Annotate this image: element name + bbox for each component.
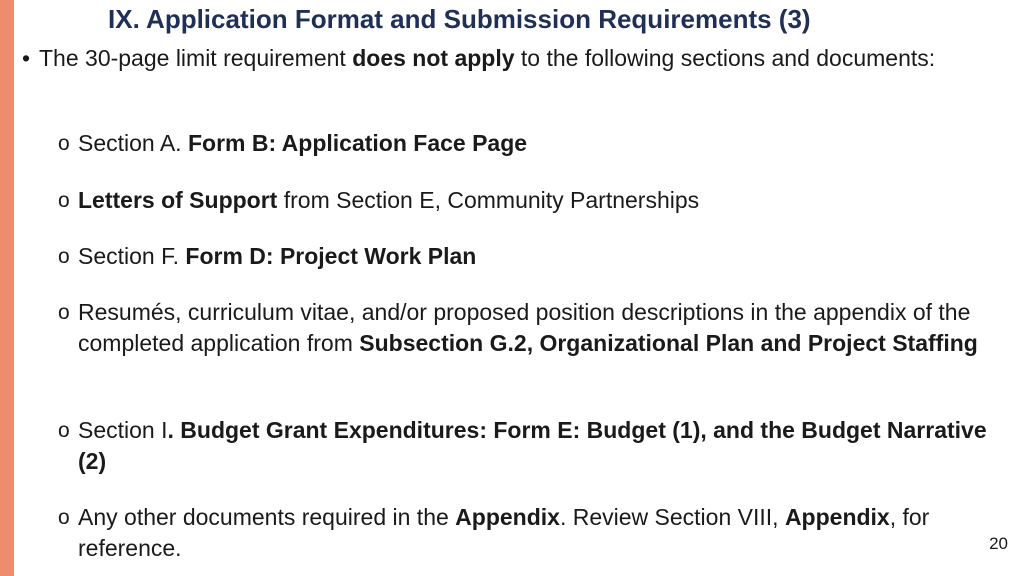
text-bold: . Budget Grant Expenditures: Form E: Budget (1), and the Budget Narrative (2): [78, 417, 987, 474]
list-item-form-b: [58, 128, 1008, 159]
text-bold: Form D: Project Work Plan: [185, 243, 477, 269]
text-part: Section F.: [78, 243, 186, 269]
page-number: 20: [989, 534, 1008, 553]
list-item-text: [78, 128, 1008, 159]
text-bold: Appendix: [784, 504, 890, 530]
slide-title: IX. Application Format and Submission Requirements (3): [108, 4, 811, 34]
circle-bullet-icon: o: [58, 506, 70, 529]
circle-bullet-icon: o: [58, 419, 70, 442]
list-item-text: [78, 415, 1008, 477]
text-part: Any other documents required in the: [78, 504, 456, 530]
text-part: Resumés, curriculum vitae, and/or proposed position descriptions in the appendix of the completed application from: [78, 299, 971, 356]
intro-text-start: The 30-page limit requirement: [39, 45, 353, 71]
text-part: , for reference.: [78, 504, 930, 561]
list-item-text: [78, 185, 1008, 216]
circle-bullet-icon: o: [58, 245, 70, 268]
intro-text: [39, 43, 935, 73]
list-item-resumes: [58, 297, 1008, 359]
text-part: Section I: [78, 417, 168, 443]
text-bold: Subsection G.2, Organizational Plan and Project Staffing: [359, 330, 978, 356]
intro-emphasis: does not apply: [352, 45, 515, 71]
list-item-letters-of-support: [58, 185, 1008, 216]
intro-text-end: to the following sections and documents:: [514, 45, 936, 71]
text-bold: Appendix: [455, 504, 560, 530]
list-item-form-d: [58, 241, 1008, 272]
circle-bullet-icon: o: [58, 132, 70, 155]
list-item-text: [78, 241, 1008, 272]
accent-bar: [0, 0, 14, 576]
text-bold: Form B: Application Face Page: [187, 130, 528, 156]
list-item-budget: [58, 415, 1008, 477]
circle-bullet-icon: o: [58, 301, 70, 324]
text-part: from Section E, Community Partnerships: [277, 187, 700, 213]
list-item-text: [78, 502, 1008, 564]
bullet-dot-icon: •: [22, 45, 31, 71]
text-bold: Letters of Support: [78, 187, 278, 213]
text-part: . Review Section VIII,: [559, 504, 785, 530]
circle-bullet-icon: o: [58, 189, 70, 212]
text-part: Section A.: [78, 130, 188, 156]
list-item-appendix: [58, 502, 1008, 564]
list-item-text: [78, 297, 1008, 359]
intro-bullet: [22, 43, 982, 73]
